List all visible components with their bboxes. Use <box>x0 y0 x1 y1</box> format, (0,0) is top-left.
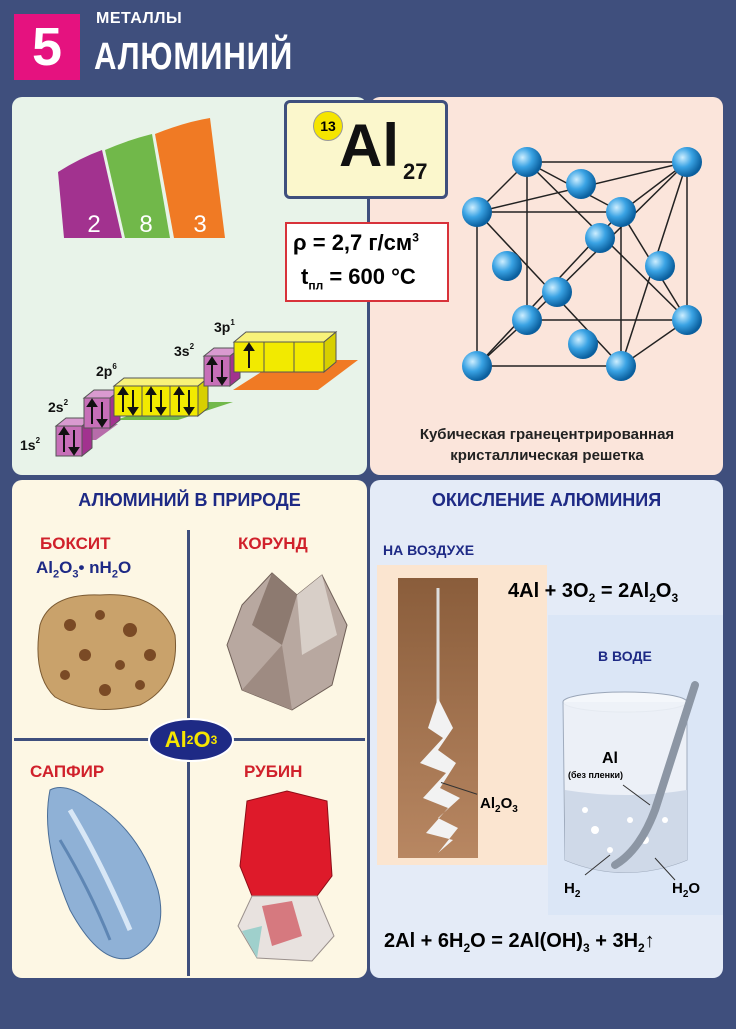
shell-2-count: 8 <box>139 211 153 238</box>
label-2p-exp: 6 <box>112 362 117 371</box>
properties-box <box>285 222 449 302</box>
lattice-caption <box>382 424 712 466</box>
orbital-diagram <box>18 316 358 466</box>
label-2s-exp: 2 <box>63 398 69 407</box>
we-b: 2 <box>463 941 471 955</box>
we-d: 3 <box>582 941 590 955</box>
ap-d: 3 <box>512 804 518 815</box>
svg-text:3s2 <box>174 342 195 359</box>
ruby-label: РУБИН <box>244 762 303 781</box>
bf-d: 3 <box>72 568 79 581</box>
c-b: 2 <box>186 733 194 747</box>
atomic-number: 13 <box>313 111 343 141</box>
water-label: В ВОДЕ <box>598 648 652 664</box>
shell-1-count: 2 <box>87 211 101 238</box>
air-label: НА ВОЗДУХЕ <box>383 542 475 558</box>
label-3p-exp: 1 <box>230 318 235 327</box>
ae-f: 3 <box>671 591 679 605</box>
label-2p: 2p <box>96 363 113 379</box>
bf-a: Al <box>36 558 53 577</box>
shell-3-count: 3 <box>193 211 207 238</box>
orbital-1s <box>56 426 82 456</box>
al-note: (без пленки) <box>568 770 624 780</box>
svg-text:1s2 <box>20 436 41 453</box>
ae-a: 4Al + 3O <box>508 580 589 602</box>
bf-e: • nH <box>78 558 112 577</box>
corundum-image <box>222 565 352 715</box>
label-1s-exp: 2 <box>35 436 41 445</box>
we-c: O = 2Al(OH) <box>470 930 583 952</box>
orbital-2p <box>114 386 198 416</box>
lattice-diagram <box>455 140 717 390</box>
water-equation <box>384 930 655 955</box>
lattice-caption-line1: Кубическая гранецентрированная <box>419 426 675 443</box>
we-a: 2Al + 6H <box>384 930 464 952</box>
label-3p: 3p <box>214 319 231 335</box>
ap-a: Al <box>480 795 495 812</box>
air-product-label <box>480 795 518 815</box>
element-card <box>284 100 448 199</box>
sapphire-label: САПФИР <box>30 762 105 781</box>
bauxite-formula <box>36 558 131 580</box>
nature-title: АЛЮМИНИЙ В ПРИРОДЕ <box>78 490 301 510</box>
beaker-image <box>555 680 720 900</box>
al-label: Al <box>602 750 618 767</box>
melting-sub: пл <box>308 278 324 293</box>
density-value: = 2,7 г/см <box>306 230 413 255</box>
category-label: МЕТАЛЛЫ <box>96 10 183 27</box>
h2o-c: O <box>688 880 701 897</box>
ap-c: O <box>500 795 513 812</box>
h2-b: 2 <box>574 889 581 900</box>
ae-e: O <box>655 580 672 602</box>
bf-c: O <box>59 558 73 577</box>
sapphire-image <box>30 780 180 970</box>
lesson-number: 5 <box>14 14 80 80</box>
corundum-label: КОРУНД <box>238 534 308 553</box>
c-d: 3 <box>210 733 218 747</box>
ae-c: = 2Al <box>595 580 650 602</box>
label-3s-exp: 2 <box>189 342 195 351</box>
svg-text:2s2 <box>48 398 69 415</box>
ae-b: 2 <box>588 591 596 605</box>
bauxite-label: БОКСИТ <box>40 534 111 553</box>
we-f: 2 <box>638 941 645 955</box>
h2-a: H <box>564 880 575 897</box>
orbital-2s <box>84 398 110 428</box>
h2o-label <box>672 880 700 900</box>
ruby-image <box>232 786 342 966</box>
h2-label <box>564 880 580 900</box>
al2o3-badge <box>148 718 234 762</box>
electron-shells-diagram <box>50 110 250 250</box>
melting-line <box>301 264 416 292</box>
we-e: + 3H <box>589 930 639 952</box>
bf-g: O <box>117 558 132 577</box>
ap-b: 2 <box>495 804 501 815</box>
c-a: Al <box>164 727 187 752</box>
h2o-b: 2 <box>682 889 689 900</box>
density-symbol: ρ <box>293 230 307 255</box>
density-exp: 3 <box>412 230 419 245</box>
melting-symbol: t <box>301 264 309 289</box>
bauxite-image <box>30 585 180 715</box>
atomic-mass: 27 <box>403 159 428 184</box>
page-title: АЛЮМИНИЙ <box>94 36 294 78</box>
svg-text:3p1 <box>214 318 235 335</box>
bf-f: 2 <box>111 568 118 581</box>
element-symbol: Al <box>339 112 399 179</box>
svg-text:2p6 <box>96 362 117 379</box>
label-1s: 1s <box>20 437 36 453</box>
h2o-a: H <box>672 880 683 897</box>
oxide-fiber-image <box>398 578 478 858</box>
c-c: O <box>193 727 211 752</box>
lattice-caption-line2: кристаллическая решетка <box>450 447 644 464</box>
orbital-3s <box>204 356 230 386</box>
label-3s: 3s <box>174 343 190 359</box>
we-g: ↑ <box>644 930 655 952</box>
air-equation <box>508 580 678 605</box>
ae-d: 2 <box>649 591 656 605</box>
density-line <box>293 230 419 256</box>
bf-b: 2 <box>53 568 60 581</box>
label-2s: 2s <box>48 399 64 415</box>
oxidation-title: ОКИСЛЕНИЕ АЛЮМИНИЯ <box>431 490 662 510</box>
melting-value: = 600 °C <box>323 264 416 289</box>
